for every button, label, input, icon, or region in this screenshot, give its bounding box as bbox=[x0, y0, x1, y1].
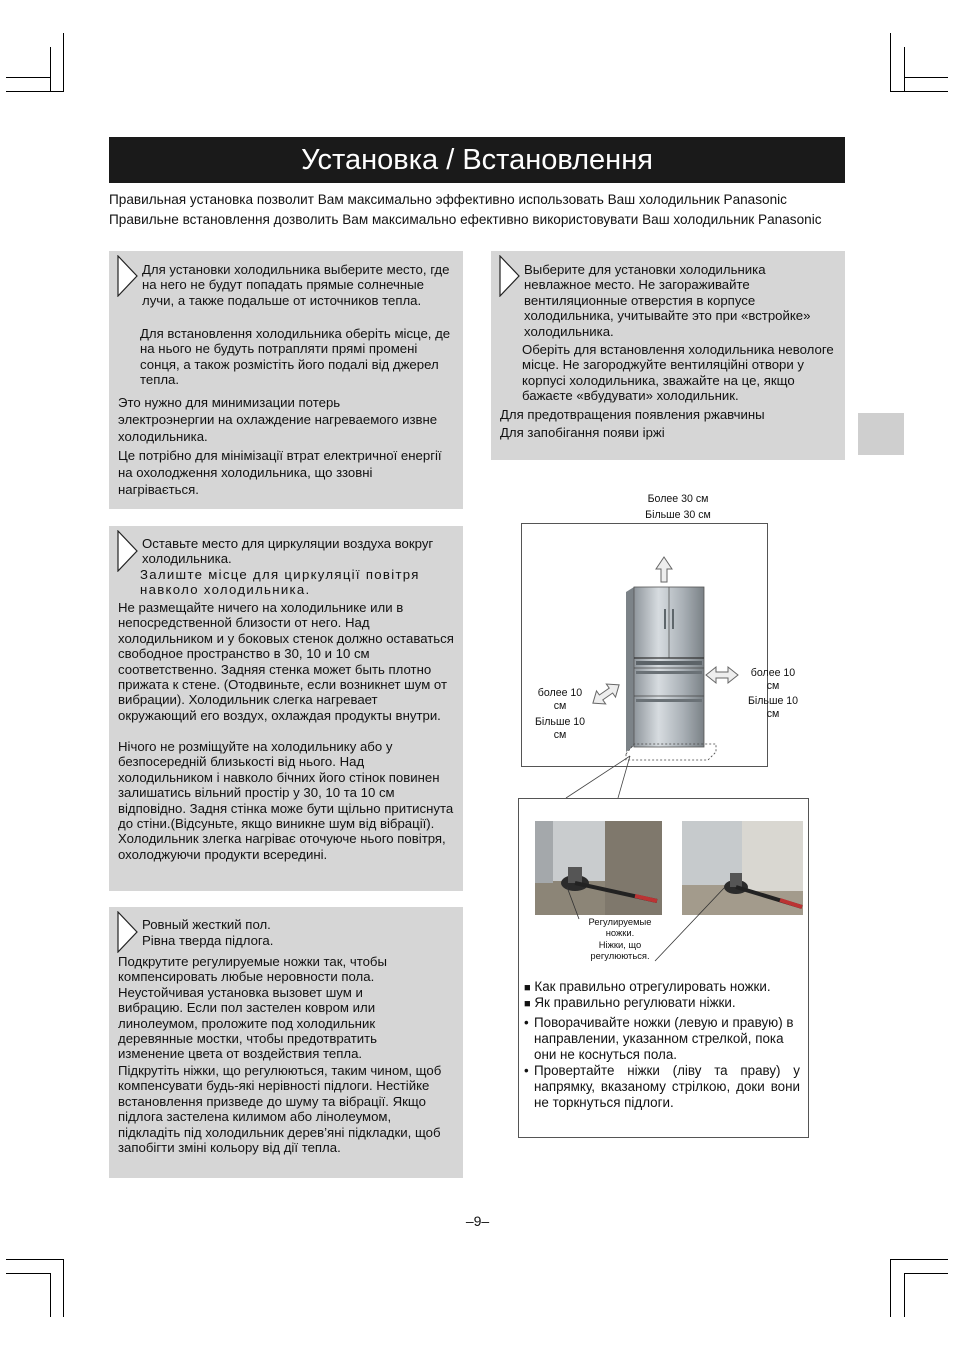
crop-mark bbox=[890, 1259, 948, 1260]
box1-body-ru: Это нужно для минимизации потерь электроэнергии на охлаждение нагреваемого извне холодильника. bbox=[118, 395, 438, 444]
feet-bullet-ua: Провертайте ніжки (ліву та праву) у напрямку, вказаному стрілкою, доки вони не торкнуться підлоги. bbox=[534, 1063, 800, 1110]
box4-head-ua: Рівна тверда підлога. bbox=[142, 933, 274, 948]
box2-body-ua: Для запобігання появи іржі bbox=[500, 425, 665, 440]
pointer-arrow-icon bbox=[117, 530, 139, 572]
feet-heading-ru: Как правильно отрегулировать ножки. bbox=[534, 979, 771, 994]
feet-bullet-ua-row bbox=[524, 1063, 802, 1111]
box3-body-ua: Нічого не розміщуйте на холодильнику або у безпосередній близькості від нього. Над холодильником і навколо бічних його стінок повинен залишатись вільний простір у 30, 10 та 10 см відповідно. Задня стінка може бути щільно притиснута до стіни.(Відсуньте, якщо виникне шум від вібрації). Холодильник злегка нагріває оточуюче нього повітря, охолоджуючи продукти всередині. bbox=[118, 739, 454, 862]
bullet-dot-icon: • bbox=[524, 1063, 529, 1078]
page-number: –9– bbox=[465, 1213, 490, 1229]
clearance-right-ua: Більше 10 см bbox=[747, 695, 799, 720]
box2-head-ua: Оберіть для встановлення холодильника невологе місце. Не загороджуйте вентиляційні отвори у корпусі холодильника, зважайте на це, якщо бажаєте «вбудувати» холодильник. bbox=[522, 342, 834, 404]
crop-mark bbox=[890, 1259, 891, 1317]
clearance-top-ua: Більше 30 см bbox=[645, 509, 711, 521]
crop-mark bbox=[6, 1273, 50, 1274]
crop-mark bbox=[890, 33, 891, 91]
bullet-dot-icon: • bbox=[524, 1015, 529, 1030]
clearance-left-ru: более 10 см bbox=[537, 687, 583, 712]
page-title: Установка / Встановлення bbox=[109, 137, 845, 183]
pointer-arrow-icon bbox=[499, 255, 521, 297]
pointer-arrow-icon bbox=[117, 255, 139, 297]
caption-pointers bbox=[519, 799, 808, 999]
box1-body-ua: Це потрібно для мінімізації втрат електричної енергії на охолодження холодильника, що ззовні нагрівається. bbox=[118, 448, 442, 497]
pointer-arrow-icon bbox=[117, 911, 139, 953]
clearance-top-ru: Более 30 см bbox=[647, 493, 709, 505]
box1-head-ua: Для встановлення холодильника оберіть місце, де на нього не будуть потрапляти прямі промені сонця, а також розмістіть його подалі від джерел тепла. bbox=[140, 326, 451, 388]
crop-mark bbox=[6, 1259, 64, 1260]
feet-heading-ua-row bbox=[524, 995, 804, 1012]
crop-mark bbox=[904, 1273, 948, 1274]
crop-mark bbox=[890, 91, 948, 92]
crop-mark bbox=[904, 77, 948, 78]
square-bullet-icon: ■ bbox=[524, 998, 531, 1010]
crop-mark bbox=[50, 47, 51, 91]
feet-bullet-ru: Поворачивайте ножки (левую и правую) в направлении, указанном стрелкой, пока они не коснуться пола. bbox=[534, 1015, 794, 1062]
feet-caption-ru: Регулируемые ножки. bbox=[579, 916, 661, 938]
clearance-left-ua: Більше 10 см bbox=[534, 716, 586, 741]
intro-ru: Правильная установка позволит Вам максимально эффективно использовать Ваш холодильник Panasonic bbox=[109, 192, 787, 207]
feet-detail-panel bbox=[518, 798, 809, 1138]
info-box-air-circulation bbox=[109, 526, 463, 891]
box4-body-ru: Подкрутите регулируемые ножки так, чтобы компенсировать любые неровности пола. Неустойчивая установка вызовет шум и вибрацию. Если пол застелен ковром или линолеумом, проложите под холодильник деревянные мостки, чтобы предотвратить изменение цвета от воздействия тепла. bbox=[118, 954, 387, 1062]
feet-heading-ru-row bbox=[524, 979, 804, 996]
crop-mark bbox=[904, 47, 905, 91]
intro-ua: Правильне встановлення дозволить Вам максимально ефективно використовувати Ваш холодильник Panasonic bbox=[109, 212, 822, 227]
crop-mark bbox=[6, 91, 64, 92]
info-box-sunlight bbox=[109, 251, 463, 509]
square-bullet-icon: ■ bbox=[524, 982, 531, 994]
side-tab bbox=[858, 413, 904, 455]
clearance-diagram bbox=[521, 523, 799, 767]
crop-mark bbox=[63, 33, 64, 91]
crop-mark bbox=[63, 1259, 64, 1317]
box4-head-ru: Ровный жесткий пол. bbox=[142, 917, 271, 932]
crop-mark bbox=[50, 1273, 51, 1317]
box3-head-ru: Оставьте место для циркуляции воздуха вокруг холодильника. bbox=[142, 536, 434, 567]
crop-mark bbox=[904, 1273, 905, 1317]
feet-caption-ua: Ніжки, що регулюються. bbox=[579, 939, 661, 961]
feet-heading-ua: Як правильно регулювати ніжки. bbox=[534, 995, 736, 1010]
clearance-right-ru: более 10 см bbox=[750, 667, 796, 692]
info-box-ventilation bbox=[491, 251, 845, 460]
feet-bullet-ru-row bbox=[524, 1015, 802, 1063]
info-box-floor bbox=[109, 907, 463, 1178]
box2-body-ru: Для предотвращения появления ржавчины bbox=[500, 407, 765, 422]
box1-head-ru: Для установки холодильника выберите место, где на него не будут попадать прямые солнечные лучи, а также подальше от источников тепла. bbox=[142, 262, 450, 308]
box3-body-ru: Не размещайте ничего на холодильнике или в непосредственной близости от него. Над холодильником и у боковых стенок должно оставаться свободное пространство в 30, 10 и 10 см соответственно. Задняя стенка может быть плотно прижата к стене. (Отодвиньте, если возникнет шум от вибрации). Холодильник слегка нагревает окружающий его воздух, охлаждая продукты внутри. bbox=[118, 600, 454, 723]
crop-mark bbox=[6, 77, 50, 78]
box4-body-ua: Підкрутіть ніжки, що регулюються, таким чином, щоб компенсувати будь-які нерівності підлоги. Нестійке встановлення призведе до шуму та вібрації. Якщо підлога застелена килимом або лінолеумом, підкладіть під холодильник дерев’яні підкладки, щоб запобігти зміні кольору від дії тепла. bbox=[118, 1063, 442, 1156]
box3-head-ua: Залиште місце для циркуляції повітря навколо холодильника. bbox=[140, 567, 420, 598]
box2-head-ru: Выберите для установки холодильника невлажное место. Не загораживайте вентиляционные отверстия в корпусе холодильника, учитывайте это при «встройке» холодильника. bbox=[524, 262, 811, 339]
